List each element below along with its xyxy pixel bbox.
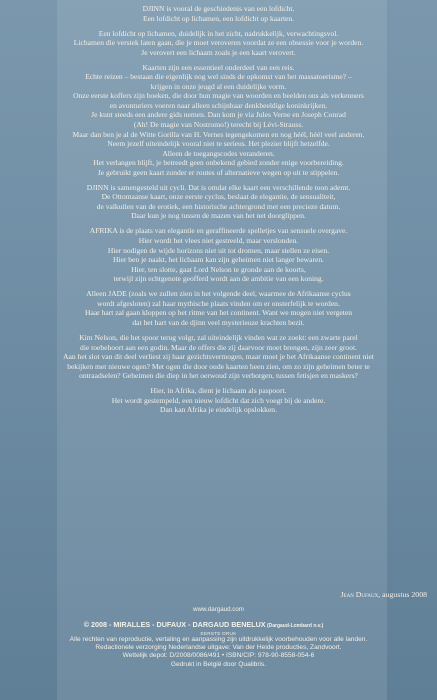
foreword-text: [6, 4, 431, 420]
text-line: Echte reizen – bestaan die eigenlijk nog wel sinds de opkomst van het massatoerisme? –: [85, 72, 352, 82]
text-line: Kim Nelson, die het spoor terug volgt, zal uiteindelijk vinden wat ze zoekt: een zwarte parel: [79, 332, 358, 342]
text-line: Hier ben je naakt, het lichaam kan zijn geheimen niet langer bewaren.: [112, 255, 324, 265]
text-line: Neem jezelf uiteindelijk vooral niet te serieus. Het plezier blijft hetzelfde.: [107, 139, 330, 149]
text-line: en avonturiers voeren naar alleen schijnbaar denkbeeldige koninkrijken.: [109, 100, 328, 110]
colophon-line: Wettelijk depot: D/2008/0086/491 • ISBN/CIP: 978-90-8558-054-6: [122, 652, 315, 660]
text-line: die toebehoort aan een godin. Maar de offers die zij daarvoor moet brengen, zijn zeer groot.: [80, 342, 357, 352]
text-line: Lichamen die verstek laten gaan, die je moet veroveren voordat ze een obsessie voor je worden.: [73, 38, 364, 48]
signature-date: , augustus 2008: [378, 590, 427, 599]
paragraph: [6, 386, 431, 415]
colophon: [0, 620, 437, 669]
text-line: Een lofdicht op lichamen, duidelijk in het zicht, nadrukkelijk, verwachtingsvol.: [98, 28, 339, 38]
text-line: Aan het slot van dit deel verliest zij haar gezichtsvermogen, maar moet je het Afrikaanse continent niet: [63, 352, 374, 362]
copyright-company: (Dargaud-Lombard n.v.): [265, 623, 324, 629]
text-line: wordt afgesloten) zal haar mythische plaats vinden om er onsterfelijk te worden.: [97, 298, 340, 308]
text-line: Je kunt steeds een andere gids nemen. Dan kom je via Jules Verne en Joseph Conrad: [91, 110, 346, 120]
text-line: Hier nodigen de wijde horizons niet uit tot dromen, maar stellen ze eisen.: [107, 245, 330, 255]
text-line: (Ah! De magie van Nostromo!) terecht bij Lévi-Strauss.: [133, 120, 304, 130]
text-line: Daar kun je nog tussen de mazen van het net doorglippen.: [131, 211, 306, 221]
text-line: Het wordt gestempeld, een nieuw lofdicht dat zich voegt bij de andere.: [111, 395, 326, 405]
text-line: DJINN is samengesteld uit cycli. Dat is omdat elke kaart een verschillende toon ademt.: [86, 182, 351, 192]
text-line: ontraadselen? Geheimen die diep in het oerwoud zijn verborgen, tussen fetisjen en maskers?: [79, 371, 358, 381]
text-line: dat het hart van de djinn veel mysterieuze krachten bezit.: [132, 317, 305, 327]
signature-name: Jean Dufaux: [340, 590, 379, 599]
colophon-line: Alle rechten van reproductie, vertaling en aanpassing zijn uitdrukkelijk voorbehouden voor alle landen.: [69, 636, 368, 643]
text-line: Het verlangen blijft, je betreedt geen onbekend gebied zonder enige voorbereiding.: [93, 158, 344, 168]
text-line: AFRIKA is de plaats van elegantie en geraffineerde spelletjes van sensuele overgave.: [89, 226, 348, 236]
text-line: De Ottomaanse kaart, onze eerste cyclus, beslaat de elegantie, de sensualiteit,: [101, 192, 336, 202]
text-line: Kaarten zijn een essentieel onderdeel van een reis.: [142, 62, 295, 72]
text-line: de valkuilen van de erotiek, een historische achtergrond met een precieze datum.: [96, 201, 341, 211]
paragraph: [6, 29, 431, 58]
text-line: Je verovert een lichaam zoals je een kaart verovert.: [141, 47, 296, 57]
paragraph: [6, 226, 431, 283]
edition-label: EERSTE DRUK: [200, 631, 237, 636]
text-line: Alleen JADE (zoals we zullen zien in het volgende deel, waarmee de Afrikaanse cyclus: [86, 289, 351, 299]
copyright-line: [0, 620, 437, 629]
colophon-line: Redactionele verzorging Nederlandse uitgave: Van der Heide producties, Zandvoort.: [95, 644, 342, 652]
text-line: Hier wordt het vlees niet gestreeld, maar verslonden.: [138, 236, 299, 246]
text-line: terwijl zijn echtgenote geofferd wordt aan de ambitie van een koning.: [113, 274, 324, 284]
paragraph: [6, 4, 431, 23]
text-line: Haar hart zal gaan kloppen op het ritme van het continent. Want we mogen niet vergeten: [85, 308, 352, 318]
website-link[interactable]: www.dargaud.com: [193, 606, 244, 613]
text-line: Onze eerste koffers zijn boeken, die door hun magie van woorden en beelden ons als verkenners: [73, 91, 364, 101]
text-line: krijgen in onze jeugd al een duidelijke vorm.: [150, 81, 287, 91]
text-line: Een lofdicht op lichamen, een lofdicht op kaarten.: [142, 13, 295, 23]
text-line: DJINN is vooral de geschiedenis van een lofdicht.: [142, 4, 295, 13]
text-line: Hier, in Afrika, dient je lichaam als paspoort.: [150, 386, 287, 396]
paragraph: [6, 63, 431, 178]
paragraph: [6, 183, 431, 221]
text-line: Alleen de toegangscodes veranderen.: [162, 148, 275, 158]
paragraph: [6, 289, 431, 327]
text-line: Je gebruikt geen kaart zonder er routes of alternatieve wegen op uit te stippelen.: [97, 167, 340, 177]
paragraph: [6, 333, 431, 381]
copyright-text: © 2008 - MIRALLES - DUFAUX - DARGAUD BENELUX: [83, 620, 266, 629]
signature: [341, 590, 427, 599]
text-line: Hier, ten slotte, gaat Lord Nelson te gronde aan de koorts,: [131, 264, 306, 274]
text-line: Dan kan Afrika je eindelijk opslokken.: [160, 405, 277, 415]
text-line: Maar dan ben je al de Witte Gorilla van H. Vernes tegengekomen en nog héél, héél veel anderen.: [72, 129, 365, 139]
colophon-line: Gedrukt in België door Qualibris.: [170, 660, 267, 668]
text-line: bekijken met nieuwe ogen? Met ogen die door oude kaarten heen zien, om zo zijn geheimen beter te: [67, 361, 370, 371]
